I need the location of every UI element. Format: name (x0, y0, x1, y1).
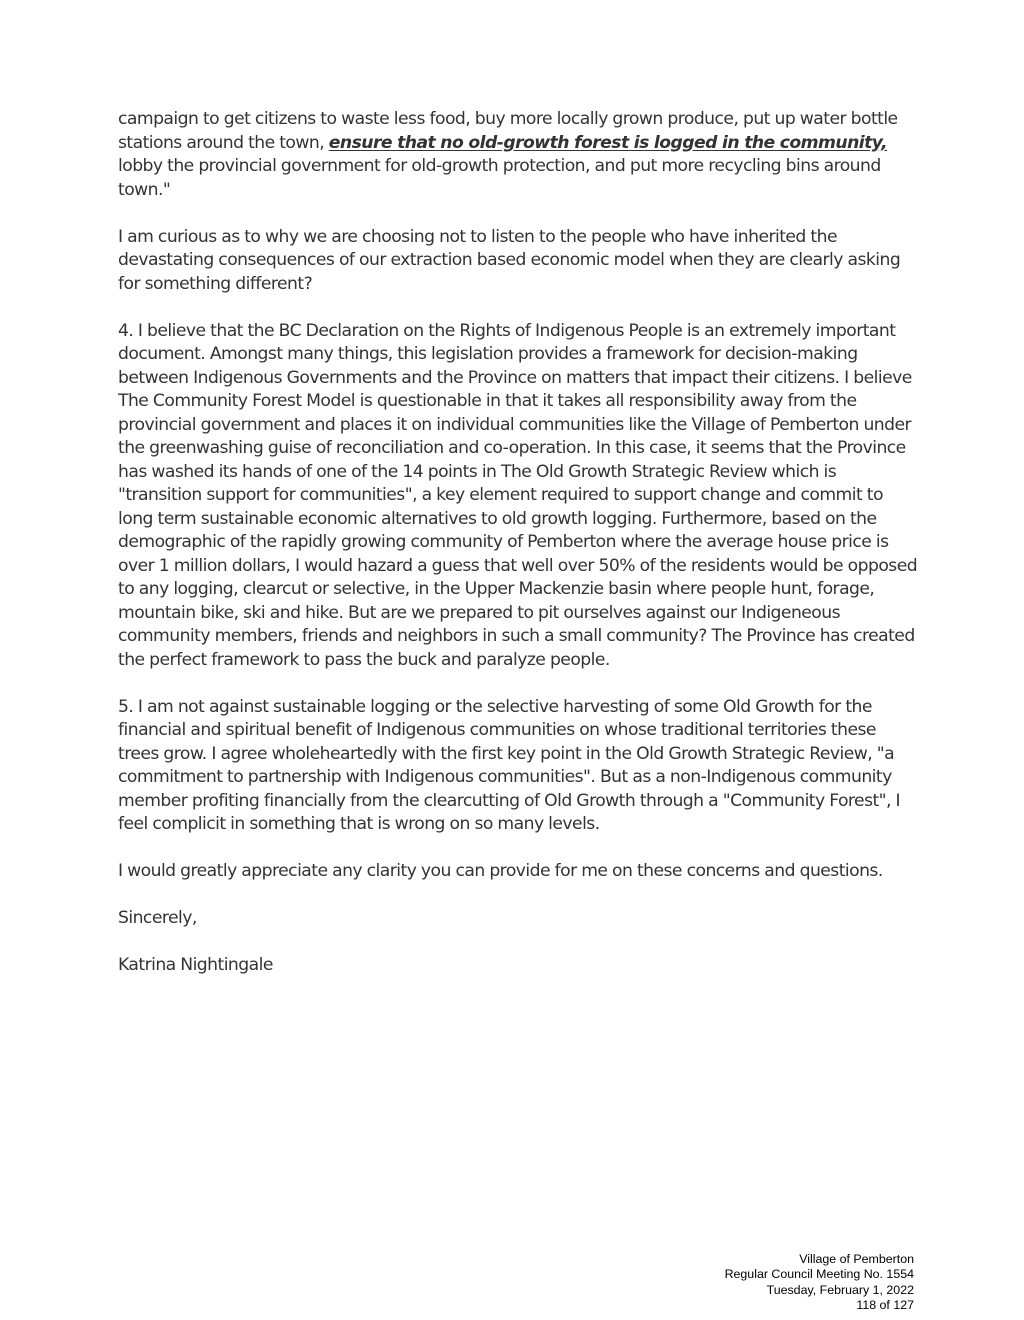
paragraph-campaign-list (118, 108, 918, 202)
paragraph-request: I would greatly appreciate any clarity you can provide for me on these concerns and questions. (118, 861, 883, 881)
paragraph-text: campaign to get citizens to waste less food, buy more locally grown produce, put up water bottle stations around the town, (118, 109, 898, 153)
emphasized-quote: ensure that no old-growth forest is logged in the community, (328, 132, 888, 153)
closing: Sincerely, (118, 908, 197, 928)
page-footer (725, 1252, 914, 1313)
paragraph-point-4: 4. I believe that the BC Declaration on the Rights of Indigenous People is an extremely important document. Amongst many things, this legislation provides a framework for decision-making between Indigenous Governments and the Province on matters that impact their citizens. I believe The Community Forest Model is questionable in that it takes all responsibility away from the provincial government and places it on individual communities like the Village of Pemberton under the greenwashing guise of reconciliation and co-operation. In this case, it seems that the Province has washed its hands of one of the 14 points in The Old Growth Strategic Review which is "transition support for communities", a key element required to support change and commit to long term sustainable economic alternatives to old growth logging. Furthermore, based on the demographic of the rapidly growing community of Pemberton where the average house price is over 1 million dollars, I would hazard a guess that well over 50% of the residents would be opposed to any logging, clearcut or selective, in the Upper Mackenzie basin where people hunt, forage, mountain bike, ski and hike. But are we prepared to pit ourselves against our Indigeneous community members, friends and neighbors in such a small community? The Province has created the perfect framework to pass the buck and paralyze people. (118, 320, 918, 670)
footer-organization: Village of Pemberton (799, 1252, 914, 1266)
footer-meeting: Regular Council Meeting No. 1554 (724, 1267, 914, 1282)
paragraph-point-5: 5. I am not against sustainable logging or the selective harvesting of some Old Growth for the financial and spiritual benefit of Indigenous communities on whose traditional territories these trees grow. I agree wholeheartedly with the first key point in the Old Growth Strategic Review, "a commitment to partnership with Indigenous communities". But as a non-Indigenous community member profiting financially from the clearcutting of Old Growth through a "Community Forest", I feel complicit in something that is wrong on so many levels. (118, 696, 901, 834)
footer-date: Tuesday, February 1, 2022 (766, 1282, 914, 1297)
signature: Katrina Nightingale (118, 955, 273, 975)
footer-page-number: 118 of 127 (856, 1297, 914, 1312)
paragraph-text: lobby the provincial government for old-growth protection, and put more recycling bins around town." (118, 156, 881, 200)
letter-body (118, 108, 918, 1001)
paragraph-curious: I am curious as to why we are choosing not to listen to the people who have inherited the devastating consequences of our extraction based economic model when they are clearly asking for something different? (118, 226, 901, 294)
